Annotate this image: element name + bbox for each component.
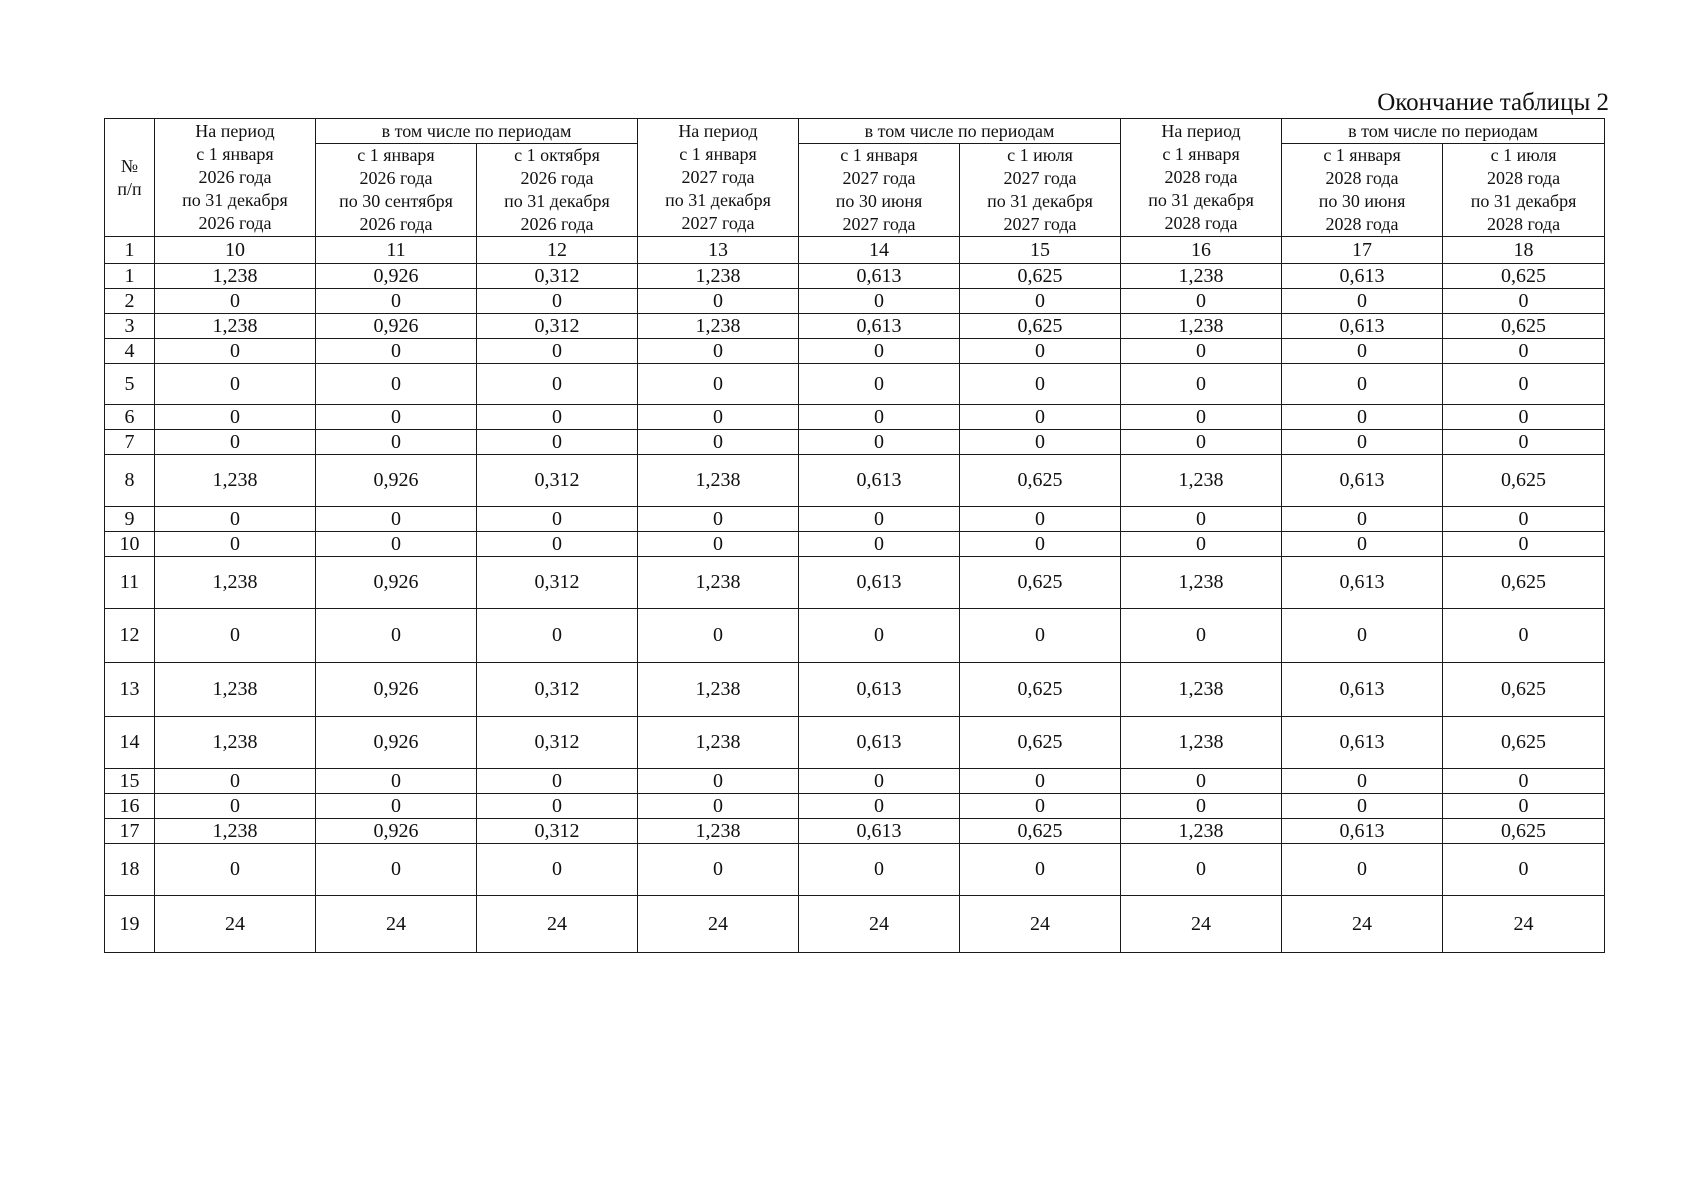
value-cell: 0 — [155, 405, 316, 430]
value-cell: 0 — [638, 609, 799, 663]
value-cell: 0,625 — [960, 455, 1121, 507]
value-cell: 0,613 — [799, 819, 960, 844]
value-cell: 0,625 — [960, 717, 1121, 769]
value-cell: 0,625 — [1443, 264, 1605, 289]
value-cell: 0 — [477, 507, 638, 532]
column-number: 14 — [799, 237, 960, 264]
value-cell: 0,613 — [799, 264, 960, 289]
row-number-cell: 5 — [105, 364, 155, 405]
value-cell: 1,238 — [1121, 819, 1282, 844]
value-cell: 0 — [477, 769, 638, 794]
value-cell: 0,625 — [1443, 819, 1605, 844]
value-cell: 0 — [960, 609, 1121, 663]
value-cell: 24 — [1282, 896, 1443, 953]
value-cell: 0 — [155, 507, 316, 532]
header-part-2026-1: с 1 января 2026 года по 30 сентября 2026 года — [316, 144, 477, 237]
row-number-cell: 8 — [105, 455, 155, 507]
value-cell: 0 — [1121, 339, 1282, 364]
value-cell: 0 — [1282, 364, 1443, 405]
header-part-2028-2: с 1 июля 2028 года по 31 декабря 2028 года — [1443, 144, 1605, 237]
value-cell: 1,238 — [638, 455, 799, 507]
value-cell: 0 — [960, 405, 1121, 430]
value-cell: 1,238 — [155, 264, 316, 289]
table-row — [105, 663, 1605, 717]
value-cell: 0 — [1443, 364, 1605, 405]
row-number-cell: 1 — [105, 264, 155, 289]
value-cell: 0,613 — [799, 314, 960, 339]
value-cell: 0 — [1443, 844, 1605, 896]
value-cell: 24 — [1121, 896, 1282, 953]
value-cell: 24 — [1443, 896, 1605, 953]
header-column-numbers — [105, 237, 1605, 264]
value-cell: 24 — [799, 896, 960, 953]
value-cell: 1,238 — [638, 663, 799, 717]
value-cell: 0,625 — [1443, 557, 1605, 609]
value-cell: 0 — [316, 364, 477, 405]
column-number: 16 — [1121, 237, 1282, 264]
value-cell: 0 — [155, 364, 316, 405]
value-cell: 1,238 — [155, 663, 316, 717]
value-cell: 0,625 — [960, 557, 1121, 609]
table-row — [105, 430, 1605, 455]
value-cell: 0,613 — [1282, 455, 1443, 507]
row-number-cell: 16 — [105, 794, 155, 819]
table-row — [105, 844, 1605, 896]
value-cell: 0 — [477, 364, 638, 405]
value-cell: 0 — [155, 532, 316, 557]
header-total-2027: На период с 1 января 2027 года по 31 декабря 2027 года — [638, 119, 799, 237]
value-cell: 1,238 — [1121, 264, 1282, 289]
value-cell: 0,312 — [477, 264, 638, 289]
value-cell: 0 — [960, 430, 1121, 455]
column-number: 15 — [960, 237, 1121, 264]
value-cell: 0 — [316, 532, 477, 557]
value-cell: 0,926 — [316, 264, 477, 289]
value-cell: 0 — [960, 507, 1121, 532]
value-cell: 0 — [1121, 844, 1282, 896]
value-cell: 1,238 — [638, 314, 799, 339]
row-number-cell: 18 — [105, 844, 155, 896]
row-number-cell: 6 — [105, 405, 155, 430]
value-cell: 0,312 — [477, 717, 638, 769]
value-cell: 0 — [1121, 794, 1282, 819]
column-number: 12 — [477, 237, 638, 264]
value-cell: 0 — [638, 507, 799, 532]
value-cell: 0 — [1282, 289, 1443, 314]
value-cell: 24 — [638, 896, 799, 953]
value-cell: 0 — [960, 364, 1121, 405]
value-cell: 0 — [1443, 507, 1605, 532]
value-cell: 0,625 — [1443, 717, 1605, 769]
value-cell: 0 — [477, 609, 638, 663]
value-cell: 0 — [316, 289, 477, 314]
value-cell: 0 — [1121, 289, 1282, 314]
value-cell: 0 — [1282, 405, 1443, 430]
value-cell: 0 — [1282, 794, 1443, 819]
column-number: 17 — [1282, 237, 1443, 264]
value-cell: 0 — [155, 339, 316, 364]
value-cell: 0 — [960, 794, 1121, 819]
table-row — [105, 364, 1605, 405]
header-subgroup-2028: в том числе по периодам — [1282, 119, 1605, 144]
column-number: 11 — [316, 237, 477, 264]
value-cell: 0,613 — [799, 663, 960, 717]
value-cell: 0 — [316, 339, 477, 364]
value-cell: 0 — [477, 339, 638, 364]
value-cell: 24 — [316, 896, 477, 953]
value-cell: 0 — [638, 794, 799, 819]
value-cell: 0 — [799, 794, 960, 819]
value-cell: 0 — [1443, 339, 1605, 364]
value-cell: 1,238 — [1121, 455, 1282, 507]
table-body — [105, 264, 1605, 953]
value-cell: 0 — [799, 405, 960, 430]
value-cell: 0 — [1282, 339, 1443, 364]
value-cell: 0 — [155, 430, 316, 455]
table-row — [105, 264, 1605, 289]
value-cell: 0 — [1282, 507, 1443, 532]
value-cell: 0,613 — [799, 717, 960, 769]
row-number-cell: 2 — [105, 289, 155, 314]
row-number-cell: 13 — [105, 663, 155, 717]
header-total-2026: На период с 1 января 2026 года по 31 декабря 2026 года — [155, 119, 316, 237]
column-number: 10 — [155, 237, 316, 264]
value-cell: 0,926 — [316, 663, 477, 717]
value-cell: 24 — [155, 896, 316, 953]
value-cell: 0 — [638, 844, 799, 896]
value-cell: 0 — [1443, 609, 1605, 663]
value-cell: 0 — [960, 769, 1121, 794]
table-row — [105, 507, 1605, 532]
value-cell: 0,625 — [960, 314, 1121, 339]
value-cell: 0 — [316, 769, 477, 794]
header-subgroup-2026: в том числе по периодам — [316, 119, 638, 144]
value-cell: 0 — [1121, 430, 1282, 455]
value-cell: 0 — [799, 769, 960, 794]
value-cell: 0 — [638, 364, 799, 405]
value-cell: 1,238 — [155, 819, 316, 844]
value-cell: 0,613 — [1282, 717, 1443, 769]
value-cell: 0 — [1443, 430, 1605, 455]
column-number: 13 — [638, 237, 799, 264]
value-cell: 0 — [1282, 430, 1443, 455]
value-cell: 0 — [1121, 405, 1282, 430]
value-cell: 0 — [155, 794, 316, 819]
value-cell: 0 — [1443, 405, 1605, 430]
table-row — [105, 314, 1605, 339]
value-cell: 0,613 — [799, 557, 960, 609]
value-cell: 0 — [155, 609, 316, 663]
value-cell: 0 — [638, 532, 799, 557]
value-cell: 1,238 — [155, 557, 316, 609]
value-cell: 0 — [316, 507, 477, 532]
header-part-2027-2: с 1 июля 2027 года по 31 декабря 2027 года — [960, 144, 1121, 237]
value-cell: 0,625 — [1443, 663, 1605, 717]
row-number-cell: 19 — [105, 896, 155, 953]
value-cell: 1,238 — [638, 717, 799, 769]
value-cell: 0 — [799, 430, 960, 455]
value-cell: 0 — [799, 532, 960, 557]
value-cell: 0 — [477, 289, 638, 314]
value-cell: 0 — [1121, 364, 1282, 405]
value-cell: 0,312 — [477, 455, 638, 507]
value-cell: 0,613 — [1282, 557, 1443, 609]
row-number-cell: 12 — [105, 609, 155, 663]
value-cell: 0 — [316, 430, 477, 455]
value-cell: 0 — [960, 339, 1121, 364]
value-cell: 0,625 — [960, 264, 1121, 289]
value-cell: 0 — [799, 289, 960, 314]
value-cell: 0,613 — [1282, 264, 1443, 289]
value-cell: 0,625 — [960, 663, 1121, 717]
column-number: 18 — [1443, 237, 1605, 264]
value-cell: 0 — [1121, 507, 1282, 532]
table-row — [105, 532, 1605, 557]
value-cell: 0 — [638, 769, 799, 794]
row-number-cell: 4 — [105, 339, 155, 364]
table-row — [105, 769, 1605, 794]
table-row — [105, 896, 1605, 953]
value-cell: 0,926 — [316, 819, 477, 844]
value-cell: 0 — [1443, 532, 1605, 557]
value-cell: 0,613 — [1282, 663, 1443, 717]
value-cell: 0,312 — [477, 663, 638, 717]
value-cell: 0 — [1443, 794, 1605, 819]
value-cell: 1,238 — [155, 455, 316, 507]
row-number-cell: 11 — [105, 557, 155, 609]
value-cell: 0,312 — [477, 314, 638, 339]
value-cell: 0 — [477, 430, 638, 455]
header-subgroup-2027: в том числе по периодам — [799, 119, 1121, 144]
value-cell: 0 — [960, 532, 1121, 557]
value-cell: 0 — [960, 844, 1121, 896]
table-row — [105, 455, 1605, 507]
value-cell: 0 — [155, 844, 316, 896]
value-cell: 0,926 — [316, 314, 477, 339]
value-cell: 1,238 — [1121, 557, 1282, 609]
value-cell: 0 — [477, 532, 638, 557]
row-number-cell: 14 — [105, 717, 155, 769]
table-row — [105, 405, 1605, 430]
value-cell: 1,238 — [155, 314, 316, 339]
table-row — [105, 557, 1605, 609]
value-cell: 0,613 — [1282, 314, 1443, 339]
header-part-2027-1: с 1 января 2027 года по 30 июня 2027 года — [799, 144, 960, 237]
value-cell: 0 — [316, 405, 477, 430]
value-cell: 0 — [638, 289, 799, 314]
value-cell: 1,238 — [638, 264, 799, 289]
table-row — [105, 609, 1605, 663]
value-cell: 0 — [638, 339, 799, 364]
value-cell: 0,613 — [799, 455, 960, 507]
value-cell: 0,625 — [1443, 455, 1605, 507]
value-cell: 0 — [1121, 532, 1282, 557]
value-cell: 0,625 — [1443, 314, 1605, 339]
value-cell: 0 — [799, 609, 960, 663]
value-cell: 1,238 — [1121, 717, 1282, 769]
value-cell: 0 — [1282, 844, 1443, 896]
header-row-parts — [105, 144, 1605, 237]
row-number-cell: 7 — [105, 430, 155, 455]
value-cell: 24 — [477, 896, 638, 953]
value-cell: 1,238 — [155, 717, 316, 769]
row-number-cell: 9 — [105, 507, 155, 532]
value-cell: 0,312 — [477, 557, 638, 609]
header-part-2028-1: с 1 января 2028 года по 30 июня 2028 года — [1282, 144, 1443, 237]
row-number-cell: 17 — [105, 819, 155, 844]
value-cell: 0 — [638, 430, 799, 455]
table-row — [105, 289, 1605, 314]
value-cell: 0 — [316, 609, 477, 663]
value-cell: 0 — [477, 794, 638, 819]
value-cell: 0 — [799, 339, 960, 364]
value-cell: 0 — [1282, 609, 1443, 663]
header-row-top — [105, 119, 1605, 144]
value-cell: 1,238 — [1121, 663, 1282, 717]
value-cell: 0,312 — [477, 819, 638, 844]
value-cell: 0,613 — [1282, 819, 1443, 844]
value-cell: 0 — [1121, 609, 1282, 663]
value-cell: 0 — [799, 507, 960, 532]
data-table — [104, 118, 1605, 953]
value-cell: 0 — [1282, 532, 1443, 557]
row-number-cell: 3 — [105, 314, 155, 339]
header-total-2028: На период с 1 января 2028 года по 31 декабря 2028 года — [1121, 119, 1282, 237]
value-cell: 0 — [1443, 769, 1605, 794]
table-row — [105, 339, 1605, 364]
table-row — [105, 717, 1605, 769]
value-cell: 0 — [799, 844, 960, 896]
value-cell: 0 — [1282, 769, 1443, 794]
header-rownum: № п/п — [105, 119, 155, 237]
value-cell: 0,926 — [316, 455, 477, 507]
header-part-2026-2: с 1 октября 2026 года по 31 декабря 2026 года — [477, 144, 638, 237]
value-cell: 1,238 — [638, 819, 799, 844]
value-cell: 0 — [155, 769, 316, 794]
value-cell: 0 — [477, 405, 638, 430]
value-cell: 24 — [960, 896, 1121, 953]
row-number-cell: 10 — [105, 532, 155, 557]
table-header — [105, 119, 1605, 264]
value-cell: 0 — [155, 289, 316, 314]
value-cell: 0,926 — [316, 557, 477, 609]
table-caption: Окончание таблицы 2 — [1377, 89, 1609, 116]
value-cell: 0 — [960, 289, 1121, 314]
row-number-cell: 15 — [105, 769, 155, 794]
value-cell: 0,926 — [316, 717, 477, 769]
value-cell: 1,238 — [638, 557, 799, 609]
table-row — [105, 794, 1605, 819]
value-cell: 0,625 — [960, 819, 1121, 844]
value-cell: 0 — [1121, 769, 1282, 794]
value-cell: 1,238 — [1121, 314, 1282, 339]
value-cell: 0 — [477, 844, 638, 896]
column-number: 1 — [105, 237, 155, 264]
value-cell: 0 — [1443, 289, 1605, 314]
value-cell: 0 — [638, 405, 799, 430]
value-cell: 0 — [316, 794, 477, 819]
value-cell: 0 — [316, 844, 477, 896]
value-cell: 0 — [799, 364, 960, 405]
table-row — [105, 819, 1605, 844]
